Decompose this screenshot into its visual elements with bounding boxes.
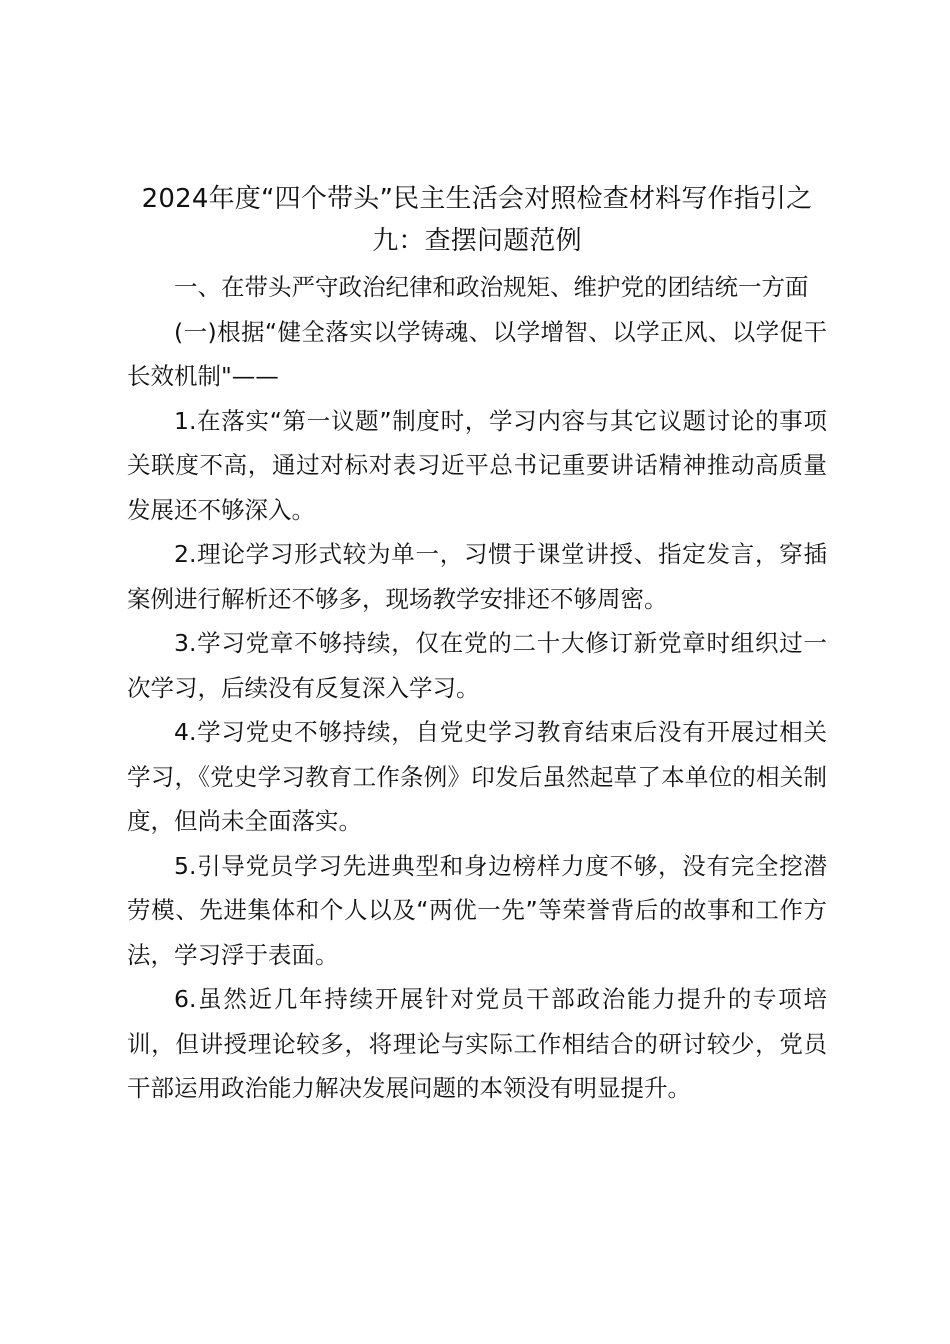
subsection-heading: (一)根据“健全落实以学铸魂、以学增智、以学正风、以学促干长效机制"—— bbox=[127, 317, 827, 390]
list-item: 3.学习党章不够持续，仅在党的二十大修订新党章时组织过一次学习，后续没有反复深入学习。 bbox=[127, 629, 827, 702]
section-heading: 一、在带头严守政治纪律和政治规矩、维护党的团结统一方面 bbox=[174, 273, 809, 301]
list-item: 2.理论学习形式较为单一，习惯于课堂讲授、指定发言，穿插案例进行解析还不够多，现场教学安排还不够周密。 bbox=[127, 540, 827, 613]
list-item: 6.虽然近几年持续开展针对党员干部政治能力提升的专项培训，但讲授理论较多，将理论与实际工作相结合的研讨较少，党员干部运用政治能力解决发展问题的本领没有明显提升。 bbox=[127, 985, 827, 1102]
document-body bbox=[127, 178, 827, 1111]
list-item: 5.引导党员学习先进典型和身边榜样力度不够，没有完全挖潜劳模、先进集体和个人以及“两优一先”等荣誉背后的故事和工作方法，学习浮于表面。 bbox=[127, 851, 827, 969]
document-title: 2024年度“四个带头”民主生活会对照检查材料写作指引之九：查摆问题范例 bbox=[141, 184, 813, 256]
list-item: 1.在落实“第一议题”制度时，学习内容与其它议题讨论的事项关联度不高，通过对标对表习近平总书记重要讲话精神推动高质量发展还不够深入。 bbox=[127, 406, 827, 524]
list-item: 4.学习党史不够持续，自党史学习教育结束后没有开展过相关学习，《党史学习教育工作条例》印发后虽然起草了本单位的相关制度，但尚未全面落实。 bbox=[127, 718, 827, 835]
